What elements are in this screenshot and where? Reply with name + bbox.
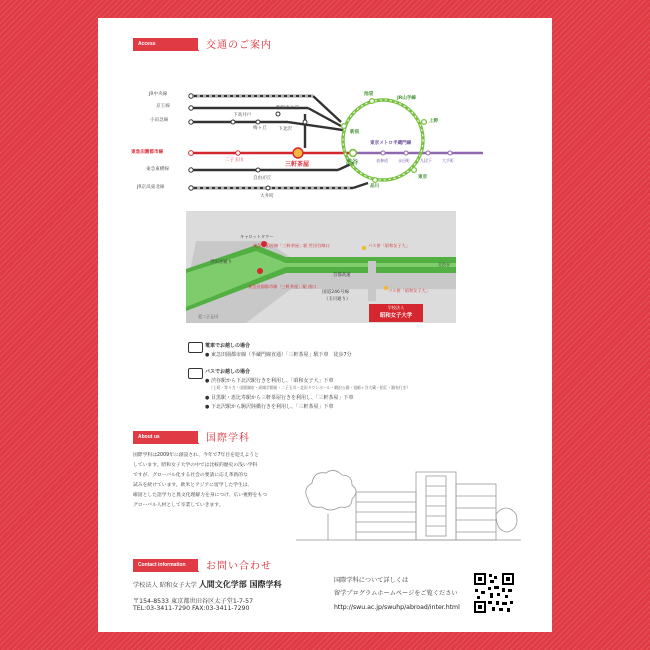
train-icon: [188, 342, 203, 353]
contact-org-main: 人間文化学部 国際学科: [198, 580, 282, 589]
bus-icon: [188, 368, 203, 379]
more-info-1: 国際学科について詳しくは: [334, 577, 409, 584]
label-bus-stop-bottom: バス停「昭和女子大」: [388, 288, 430, 293]
contact-phone: TEL:03-3411-7290 FAX:03-3411-7290: [133, 605, 250, 612]
station-komaba: 駒場東大前: [276, 106, 299, 111]
label-bus-stop-top: バス停「昭和女子大」: [368, 243, 410, 248]
contact-tag-underline: [133, 571, 199, 572]
about-line-5: 確固とした語学力と異文化理解力を身につけ、広い視野をもつ: [133, 493, 268, 498]
line-keihin-tohoku: JR京浜東北線: [137, 185, 165, 190]
station-shimotakaido: 下高井戸: [233, 113, 252, 118]
by-bus-line-1: ● 渋谷駅から下北沢駅行きを利用し、「昭和女子大」下車: [205, 378, 334, 384]
station-tokyo: 東京: [418, 175, 428, 180]
contact-org: [133, 579, 282, 590]
by-train-text: ● 東急田園都市線（半蔵門線直通）「三軒茶屋」駅下車 徒歩7分: [205, 352, 352, 358]
campus-marker: [369, 304, 423, 322]
label-carrot-tower: キャロットタワー: [240, 234, 274, 239]
line-toyoko: 東急東横線: [146, 167, 169, 172]
campus-marker-line2: 昭和女子大学: [379, 313, 413, 319]
station-ueno: 上野: [429, 119, 439, 124]
about-line-3: ですが、グローバル化する社会の要請に応え革新的な: [133, 473, 248, 478]
station-kudanshita: 九段下: [420, 158, 432, 163]
more-info-2: 留学プログラムホームページをご覧ください: [334, 590, 458, 597]
station-futakotamagawa: 二子玉川: [225, 158, 244, 163]
station-shibuya: 渋谷: [346, 159, 359, 166]
line-jr-chuo: JR中央線: [149, 92, 168, 97]
by-bus-line-2: （上町・等々力・田園調布・成城学園前・二子玉川・北沢タウンホール・駒沢公園・祖師ヶ谷大蔵・狛江・調布行き）: [209, 385, 411, 390]
campus-marker-line1: 学校法人: [387, 305, 405, 310]
station-shimokitazawa: 下北沢: [278, 127, 292, 132]
about-line-2: しています。昭和女子大学の中では比較的歴史の浅い学科: [133, 463, 258, 468]
by-bus-line-3: ● 目黒駅・恵比寿駅から三軒茶屋行きを利用し、「三軒茶屋」下車: [205, 395, 354, 401]
page-content: [98, 18, 552, 632]
station-shinagawa: 品川: [370, 184, 380, 189]
label-shuto-expressway: 首都高速: [333, 273, 351, 278]
label-route246: 国道246号線: [322, 290, 350, 295]
station-shinjuku: 新宿: [350, 130, 360, 135]
label-exit-setagaya: 東急世田谷線「三軒茶屋」駅 世田谷線口: [253, 243, 330, 248]
by-bus-line-4: ● 下北沢駅から駒沢陸橋行きを利用し、「三軒茶屋」下車: [205, 404, 334, 410]
station-sangenjaya: 三軒茶屋: [285, 161, 310, 168]
about-line-1: 国際学科は2009年に創設され、今年で7年目を迎えようと: [133, 453, 259, 458]
label-route246-sub: （玉川通り）: [324, 297, 351, 302]
contact-title: お問い合わせ: [206, 561, 272, 572]
line-den-en-toshi: 東急田園都市線: [131, 150, 164, 155]
label-yamanote: JR山手線: [397, 96, 417, 101]
about-paragraph: [133, 451, 267, 511]
about-tag: About us: [133, 431, 198, 443]
by-train-heading: 電車でお越しの場合: [205, 343, 251, 349]
station-jiyugaoka: 自由が丘: [253, 176, 272, 181]
label-hanzomon: 東京メトロ半蔵門線: [370, 141, 412, 146]
campus-illustration: [296, 454, 521, 544]
station-ikebukuro: 池袋: [364, 92, 374, 97]
contact-org-prefix: 学校法人 昭和女子大学: [133, 582, 197, 589]
station-oimachi: 大井町: [260, 194, 274, 199]
about-line-6: グローバル人材として卒業していきます。: [133, 503, 224, 508]
qr-code[interactable]: [472, 571, 516, 615]
qr-code-graphic: [472, 571, 516, 615]
about-title: 国際学科: [206, 433, 250, 444]
station-otemachi: 大手町: [442, 158, 454, 163]
label-to-shibuya: 至渋谷: [438, 262, 450, 267]
station-omotesando: 表参道: [376, 158, 388, 163]
by-bus-heading: バスでお越しの場合: [205, 369, 251, 375]
line-keio: 京王線: [156, 104, 170, 109]
about-tag-underline: [133, 443, 199, 444]
station-nagatacho: 永田町: [398, 158, 410, 163]
access-title: 交通のご案内: [206, 40, 272, 51]
label-to-futako: 至二子玉川: [198, 314, 218, 319]
contact-tag: Contact information: [133, 559, 198, 571]
about-line-4: 試みを続けています。欧米とアジアに留学した学生は、: [133, 483, 253, 488]
line-odakyu: 小田急線: [150, 118, 169, 123]
contact-url[interactable]: http://swu.ac.jp/swuhp/abroad/inter.html: [334, 604, 460, 611]
label-exit-minamiguchi: 東急田園都市線「三軒茶屋」駅 南口: [248, 284, 317, 289]
station-umegaoka: 梅ヶ丘: [253, 126, 267, 131]
label-setagaya-dori: 世田谷通り: [210, 260, 232, 265]
access-tag: Access: [133, 38, 198, 50]
contact-address: 〒154-8533 東京都世田谷区太子堂1-7-57: [133, 598, 254, 605]
